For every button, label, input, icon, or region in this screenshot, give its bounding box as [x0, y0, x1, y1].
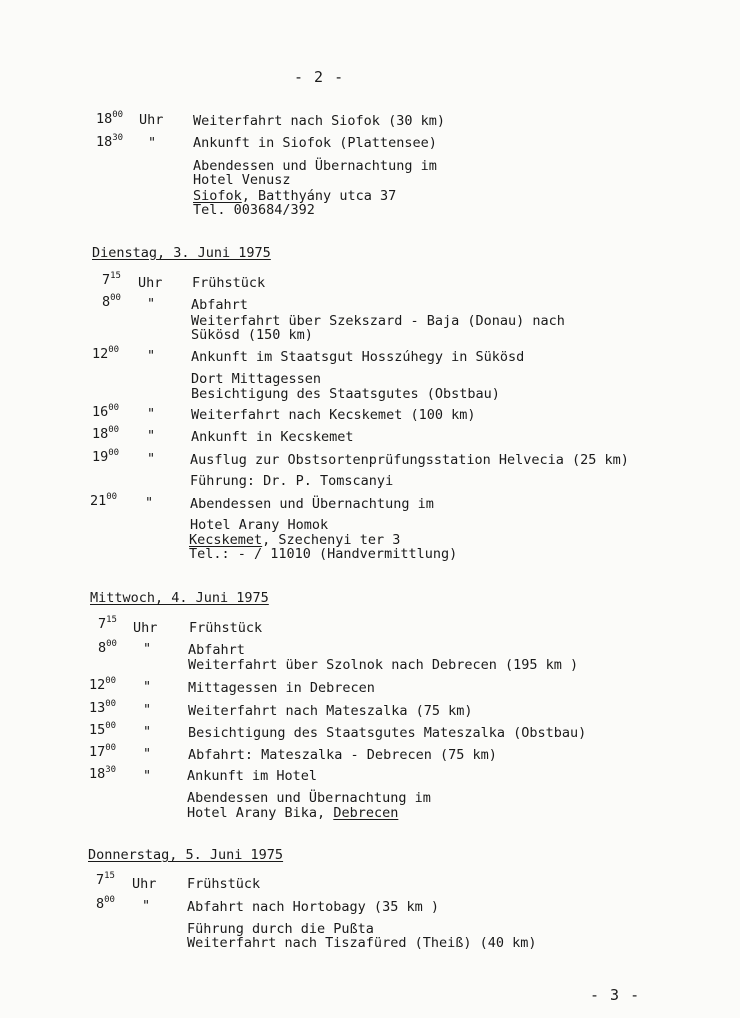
ditto-mark: " — [142, 898, 151, 914]
time-entry: $15^{00}$ — [89, 721, 117, 738]
day-header: Donnerstag, 5. Juni 1975 — [88, 847, 284, 863]
hotel-phone: Tel.: - / 11010 (Handvermittlung) — [189, 546, 458, 562]
schedule-line: Ankunft in Kecskemet — [191, 429, 354, 445]
schedule-line: Führung: Dr. P. Tomscanyi — [190, 473, 394, 489]
time-unit: Uhr — [132, 876, 157, 892]
schedule-line: Hotel Arany Homok — [190, 517, 329, 533]
day-header: Mittwoch, 4. Juni 1975 — [90, 590, 269, 606]
schedule-line: Abfahrt nach Hortobagy (35 km ) — [187, 899, 439, 915]
ditto-mark: " — [143, 746, 152, 762]
ditto-mark: " — [143, 768, 152, 784]
hotel-address: Siofok, Batthyány utca 37 — [193, 188, 397, 204]
time-entry: $8^{00}$ — [98, 639, 117, 656]
time-entry: $12^{00}$ — [89, 676, 117, 693]
schedule-line: Hotel Venusz — [193, 172, 291, 188]
schedule-line: Abendessen und Übernachtung im — [190, 496, 434, 512]
time-entry: $19^{00}$ — [92, 448, 120, 465]
time-entry: $18^{30}$ — [89, 765, 117, 782]
schedule-line: Abendessen und Übernachtung im — [193, 158, 437, 174]
time-entry: $7^{15}$ — [96, 871, 115, 888]
ditto-mark: " — [145, 495, 154, 511]
day-header: Dienstag, 3. Juni 1975 — [92, 245, 271, 261]
schedule-line: Weiterfahrt nach Kecskemet (100 km) — [191, 407, 476, 423]
schedule-line: Frühstück — [189, 620, 263, 636]
schedule-line: Abfahrt: Mateszalka - Debrecen (75 km) — [188, 747, 497, 763]
hotel-address: Kecskemet, Szechenyi ter 3 — [189, 532, 401, 548]
schedule-line: Weiterfahrt nach Mateszalka (75 km) — [188, 703, 473, 719]
time-entry: $7^{15}$ — [98, 615, 117, 632]
schedule-line: Ankunft im Hotel — [187, 768, 318, 784]
schedule-line: Mittagessen in Debrecen — [188, 680, 375, 696]
ditto-mark: " — [147, 296, 156, 312]
time-entry: $12^{00}$ — [92, 345, 120, 362]
ditto-mark: " — [148, 135, 157, 151]
address-city: Kecskemet — [189, 532, 263, 548]
ditto-mark: " — [147, 428, 156, 444]
schedule-line: Dort Mittagessen — [191, 371, 322, 387]
schedule-line: Weiterfahrt nach Tiszafüred (Theiß) (40 km) — [187, 935, 537, 951]
schedule-line: Frühstück — [187, 876, 261, 892]
time-entry: $8^{00}$ — [96, 895, 115, 912]
hotel-address: Hotel Arany Bika, Debrecen — [187, 805, 399, 821]
schedule-line: Führung durch die Pußta — [187, 921, 374, 937]
schedule-line: Abfahrt — [191, 297, 248, 313]
schedule-line: Ankunft in Siofok (Plattensee) — [193, 135, 437, 151]
time-entry: $21^{00}$ — [90, 492, 118, 509]
ditto-mark: " — [147, 451, 156, 467]
ditto-mark: " — [143, 679, 152, 695]
ditto-mark: " — [147, 348, 156, 364]
schedule-line: Abendessen und Übernachtung im — [187, 790, 431, 806]
time-unit: Uhr — [138, 275, 163, 291]
time-entry: $18^{00}$ — [92, 425, 120, 442]
ditto-mark: " — [143, 641, 152, 657]
schedule-line: Ankunft im Staatsgut Hosszúhegy in Sükösd — [191, 349, 525, 365]
schedule-line: Weiterfahrt nach Siofok (30 km) — [193, 113, 445, 129]
page-number-bottom: - 3 - — [590, 986, 641, 1004]
time-entry: $17^{00}$ — [89, 743, 117, 760]
address-city: Siofok — [193, 188, 242, 204]
schedule-line: Abfahrt — [188, 642, 245, 658]
time-entry: $7^{15}$ — [102, 271, 121, 288]
schedule-line: Frühstück — [192, 275, 266, 291]
time-entry: $13^{00}$ — [89, 699, 117, 716]
time-entry: $16^{00}$ — [92, 403, 120, 420]
time-entry: $18^{00}$ — [96, 110, 124, 127]
time-entry: $8^{00}$ — [102, 293, 121, 310]
ditto-mark: " — [143, 724, 152, 740]
schedule-line: Ausflug zur Obstsortenprüfungsstation Helvecia (25 km) — [190, 452, 629, 468]
hotel-phone: Tel. 003684/392 — [193, 202, 315, 218]
time-unit: Uhr — [139, 112, 164, 128]
schedule-line: Besichtigung des Staatsgutes Mateszalka (Obstbau) — [188, 725, 587, 741]
schedule-line: Weiterfahrt über Szolnok nach Debrecen (195 km ) — [188, 657, 579, 673]
schedule-line: Weiterfahrt über Szekszard - Baja (Donau) nach — [191, 313, 565, 329]
schedule-line: Sükösd (150 km) — [191, 327, 313, 343]
ditto-mark: " — [143, 702, 152, 718]
ditto-mark: " — [147, 406, 156, 422]
address-city: Debrecen — [333, 805, 399, 821]
schedule-line: Besichtigung des Staatsgutes (Obstbau) — [191, 386, 500, 402]
page-number-top: - 2 - — [294, 68, 345, 86]
time-unit: Uhr — [133, 620, 158, 636]
time-entry: $18^{30}$ — [96, 133, 124, 150]
